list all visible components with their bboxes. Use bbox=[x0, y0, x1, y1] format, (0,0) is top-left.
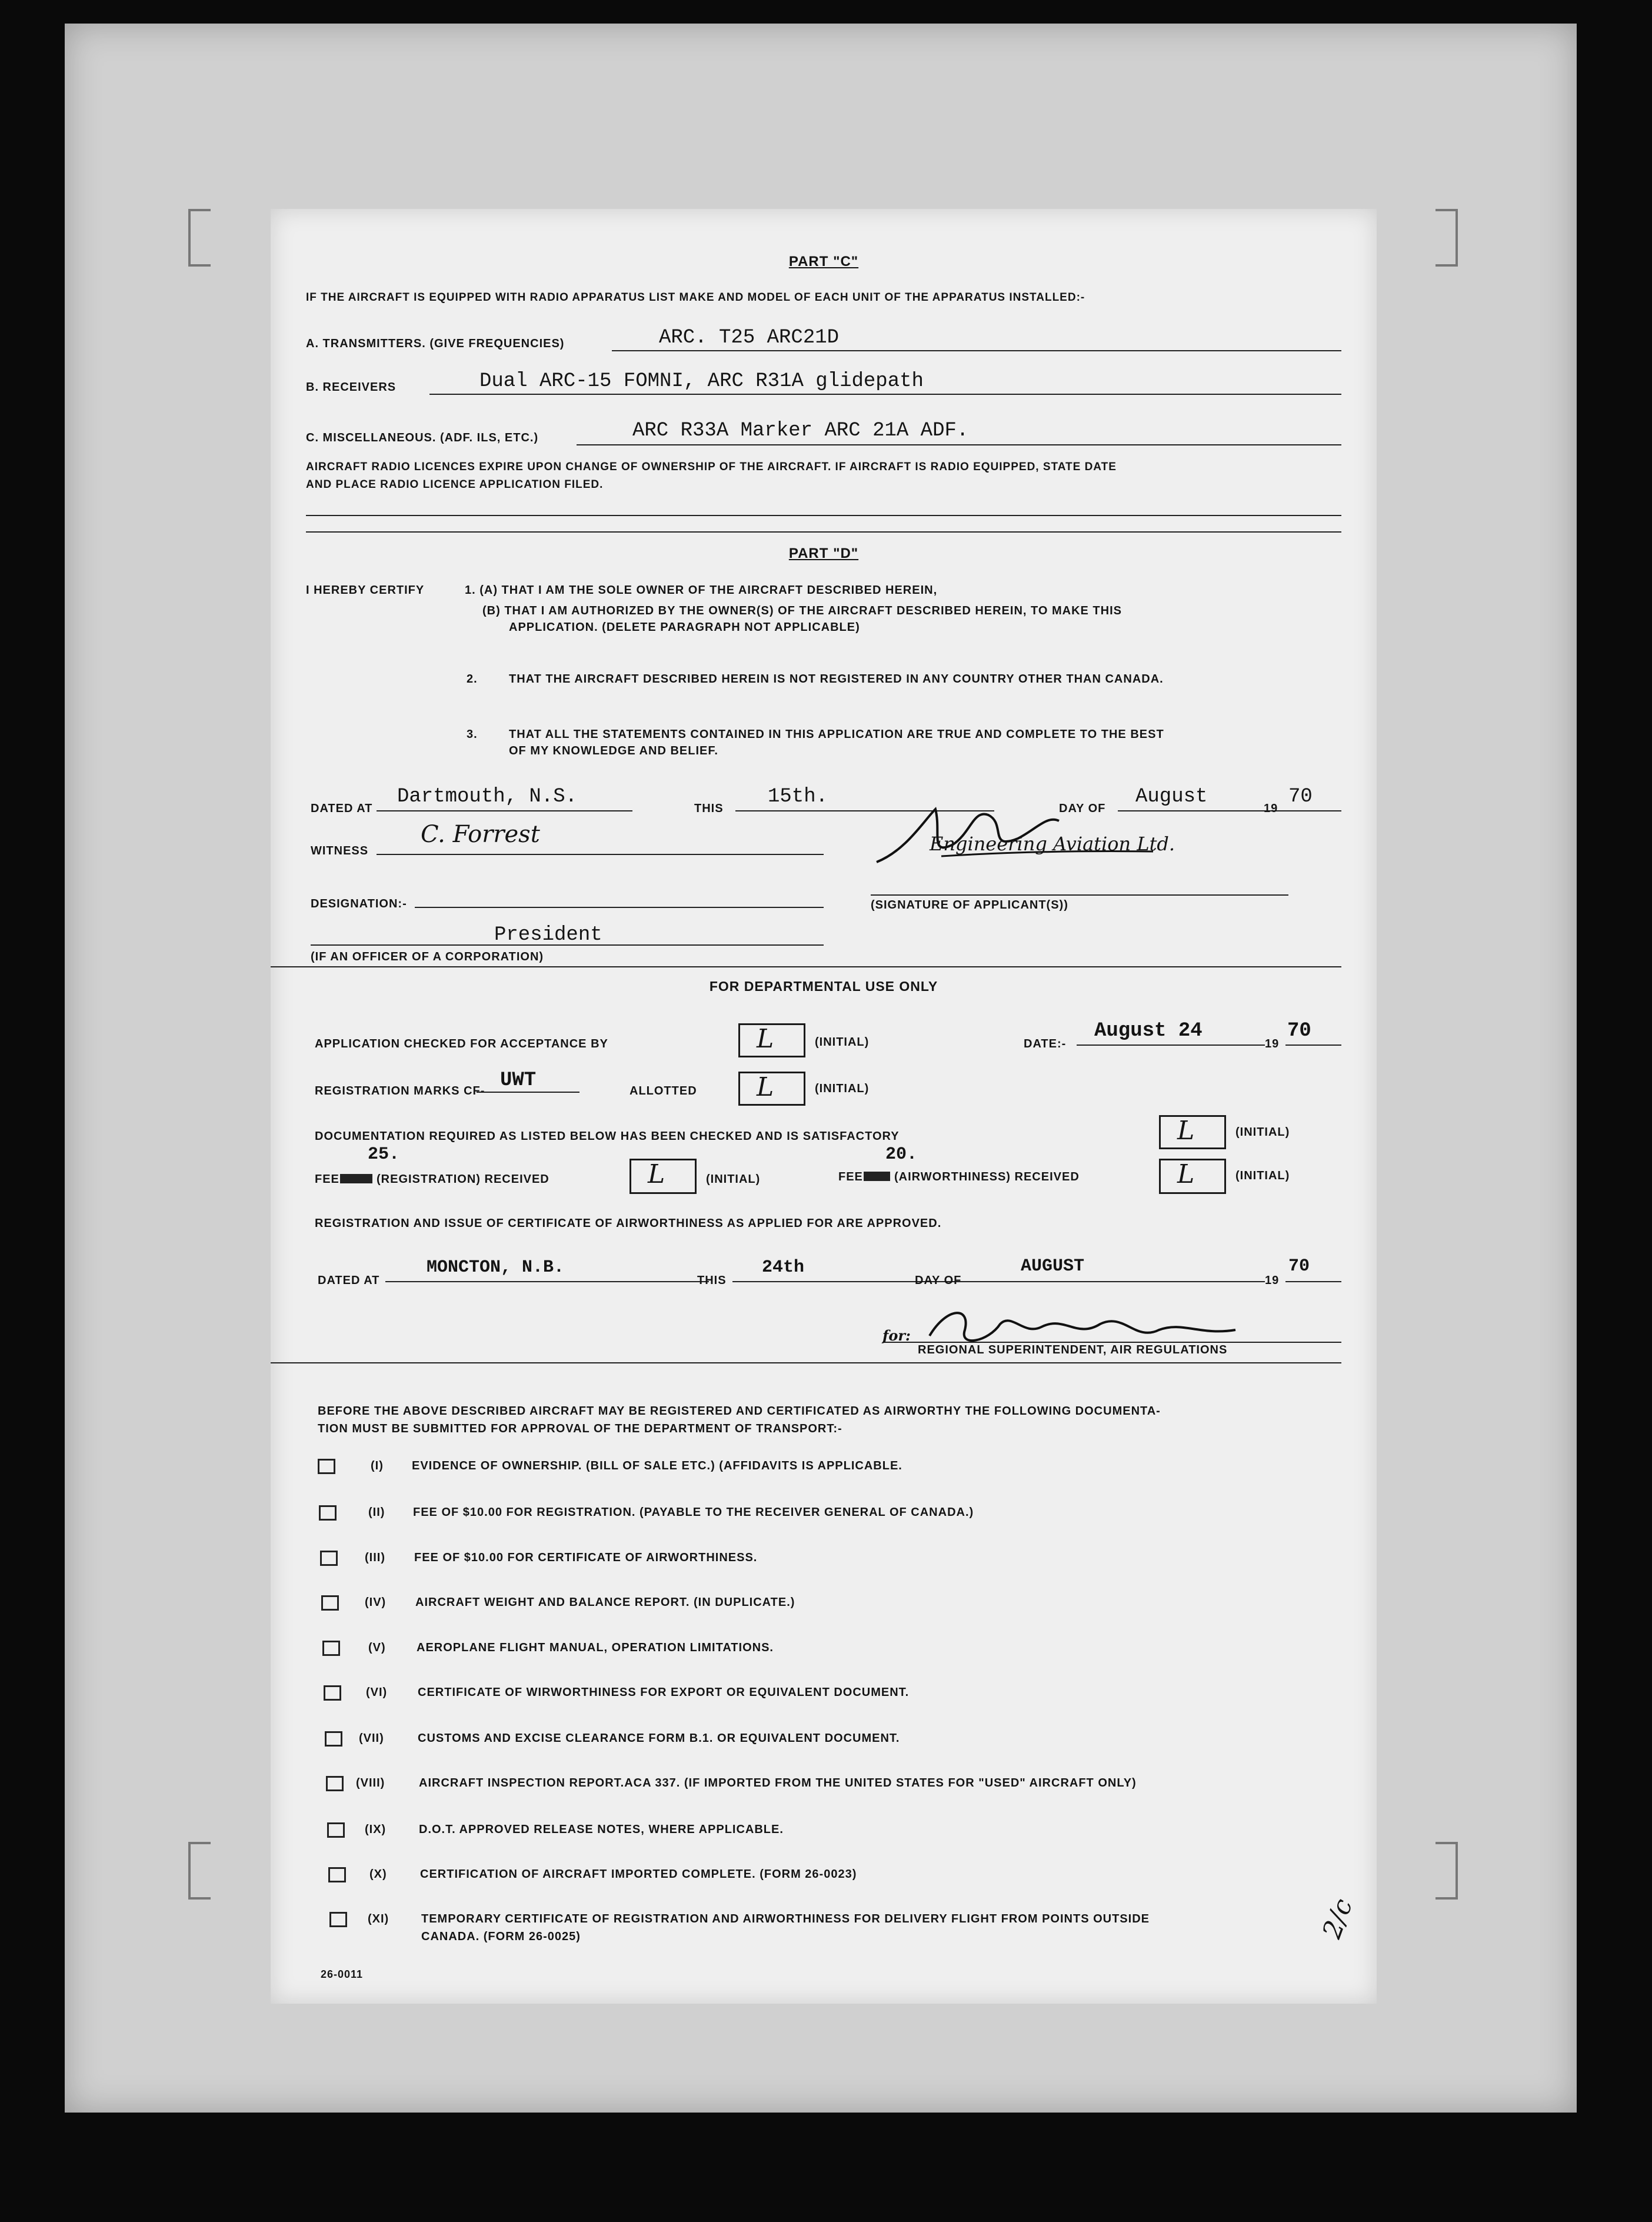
receivers-value: Dual ARC-15 FOMNI, ARC R31A glidepath bbox=[479, 370, 924, 392]
requirement-text: TEMPORARY CERTIFICATE OF REGISTRATION AND AIRWORTHINESS FOR DELIVERY FLIGHT FROM POINTS OUTSIDE bbox=[421, 1912, 1150, 1925]
allotted-initial: L bbox=[757, 1072, 774, 1102]
requirement-checkbox[interactable] bbox=[329, 1912, 347, 1927]
designation-line bbox=[415, 907, 824, 908]
dated-at-value: Dartmouth, N.S. bbox=[397, 786, 578, 808]
requirements-intro-1: BEFORE THE ABOVE DESCRIBED AIRCRAFT MAY BE REGISTERED AND CERTIFICATED AS AIRWORTHY THE FOLLOWING DOCUMENTA- bbox=[318, 1405, 1161, 1418]
certify-item-3-line1: THAT ALL THE STATEMENTS CONTAINED IN THIS APPLICATION ARE TRUE AND COMPLETE TO THE BEST bbox=[509, 728, 1164, 741]
requirement-checkbox[interactable] bbox=[318, 1459, 335, 1474]
dept-dated-at-value: MONCTON, N.B. bbox=[427, 1258, 565, 1278]
superintendent-line bbox=[882, 1342, 1341, 1343]
requirement-text: AIRCRAFT WEIGHT AND BALANCE REPORT. (IN DUPLICATE.) bbox=[415, 1596, 795, 1609]
year-value: 70 bbox=[1288, 786, 1313, 808]
fee-airworthiness-initial-box bbox=[1159, 1159, 1226, 1194]
fee-registration-amount: 25. bbox=[368, 1145, 400, 1165]
requirement-text: FEE OF $10.00 FOR CERTIFICATE OF AIRWORTHINESS. bbox=[414, 1551, 758, 1564]
date-year-line bbox=[1285, 1045, 1341, 1046]
part-c-intro: IF THE AIRCRAFT IS EQUIPPED WITH RADIO APPARATUS LIST MAKE AND MODEL OF EACH UNIT OF THE APPARATUS INSTALLED:- bbox=[306, 291, 1085, 304]
part-d-heading: PART "D" bbox=[788, 545, 859, 561]
receivers-label: B. RECEIVERS bbox=[306, 381, 397, 394]
requirement-text: CERTIFICATE OF WIRWORTHINESS FOR EXPORT OR EQUIVALENT DOCUMENT. bbox=[418, 1686, 910, 1699]
fee-airworthiness-label: (AIRWORTHINESS) RECEIVED bbox=[894, 1170, 1080, 1183]
requirement-number: (VI) bbox=[366, 1686, 388, 1699]
requirement-text: D.O.T. APPROVED RELEASE NOTES, WHERE APPLICABLE. bbox=[419, 1823, 784, 1836]
fee-registration-label-prefix: FEE bbox=[315, 1173, 339, 1186]
requirement-text: EVIDENCE OF OWNERSHIP. (BILL OF SALE ETC.) (AFFIDAVITS IS APPLICABLE. bbox=[412, 1459, 902, 1472]
dept-this-value: 24th bbox=[762, 1258, 805, 1278]
fee-registration-strikeout bbox=[340, 1174, 372, 1183]
crop-mark bbox=[188, 1842, 211, 1900]
documentation-initial-box bbox=[1159, 1115, 1226, 1149]
misc-value: ARC R33A Marker ARC 21A ADF. bbox=[632, 420, 969, 442]
margin-note: 2/c bbox=[1317, 1895, 1359, 1942]
requirement-number: (XI) bbox=[368, 1912, 389, 1925]
day-of-label: DAY OF bbox=[1059, 802, 1106, 815]
crop-mark bbox=[1435, 1842, 1458, 1900]
year-prefix: 19 bbox=[1264, 802, 1278, 815]
reg-marks-value: UWT bbox=[500, 1069, 537, 1092]
requirement-number: (X) bbox=[369, 1868, 387, 1881]
requirement-text: CERTIFICATION OF AIRCRAFT IMPORTED COMPLETE. (FORM 26-0023) bbox=[420, 1868, 857, 1881]
misc-label: C. MISCELLANEOUS. (ADF. ILS, ETC.) bbox=[306, 431, 539, 444]
requirement-text: AEROPLANE FLIGHT MANUAL, OPERATION LIMITATIONS. bbox=[417, 1641, 774, 1654]
crop-mark bbox=[1435, 209, 1458, 267]
requirement-checkbox[interactable] bbox=[325, 1731, 342, 1747]
form-number: 26-0011 bbox=[321, 1968, 364, 1980]
misc-line bbox=[577, 444, 1341, 445]
crop-mark bbox=[188, 209, 211, 267]
dept-dated-at-label: DATED AT bbox=[318, 1274, 380, 1287]
date-line bbox=[1077, 1045, 1265, 1046]
dept-this-line bbox=[732, 1281, 1003, 1282]
fee-airworthiness-strikeout bbox=[864, 1172, 890, 1181]
fee-airworthiness-initial-label: (INITIAL) bbox=[1235, 1169, 1290, 1182]
requirements-intro-2: TION MUST BE SUBMITTED FOR APPROVAL OF THE DEPARTMENT OF TRANSPORT:- bbox=[318, 1422, 842, 1435]
fee-registration-label: (REGISTRATION) RECEIVED bbox=[377, 1173, 549, 1186]
fee-airworthiness-amount: 20. bbox=[885, 1145, 918, 1165]
approved-label: REGISTRATION AND ISSUE OF CERTIFICATE OF AIRWORTHINESS AS APPLIED FOR ARE APPROVED. bbox=[315, 1217, 942, 1230]
requirement-checkbox[interactable] bbox=[320, 1551, 338, 1566]
requirement-checkbox[interactable] bbox=[326, 1776, 344, 1791]
certify-item-2-number: 2. bbox=[467, 673, 478, 686]
checked-initial-box bbox=[738, 1023, 805, 1057]
transmitters-value: ARC. T25 ARC21D bbox=[659, 327, 840, 349]
certify-item-2: THAT THE AIRCRAFT DESCRIBED HEREIN IS NOT REGISTERED IN ANY COUNTRY OTHER THAN CANADA. bbox=[509, 673, 1164, 686]
applicant-company: Engineering Aviation Ltd. bbox=[930, 833, 1175, 855]
date-year-prefix: 19 bbox=[1265, 1037, 1280, 1050]
dept-year-prefix: 19 bbox=[1265, 1274, 1280, 1287]
designation-label: DESIGNATION:- bbox=[311, 897, 407, 910]
fee-registration-initial-label: (INITIAL) bbox=[706, 1173, 761, 1186]
dept-this-label: THIS bbox=[697, 1274, 727, 1287]
licence-line-1 bbox=[306, 515, 1341, 516]
checked-label: APPLICATION CHECKED FOR ACCEPTANCE BY bbox=[315, 1037, 608, 1050]
certify-item-1b-line1: (B) THAT I AM AUTHORIZED BY THE OWNER(S) OF THE AIRCRAFT DESCRIBED HEREIN, TO MAKE THIS bbox=[482, 604, 1122, 617]
requirement-number: (VIII) bbox=[356, 1777, 385, 1789]
signature-line bbox=[871, 894, 1288, 896]
year-line bbox=[1285, 810, 1341, 811]
witness-value: C. Forrest bbox=[421, 821, 540, 848]
reg-marks-label: REGISTRATION MARKS CF- bbox=[315, 1085, 485, 1097]
certify-item-3-line2: OF MY KNOWLEDGE AND BELIEF. bbox=[509, 744, 718, 757]
form-page bbox=[271, 209, 1377, 2004]
requirement-number: (I) bbox=[371, 1459, 384, 1472]
dept-day-of-value: AUGUST bbox=[1021, 1256, 1085, 1276]
requirement-checkbox[interactable] bbox=[327, 1822, 345, 1838]
requirement-text-continued: CANADA. (FORM 26-0025) bbox=[421, 1930, 581, 1943]
checked-initial-label: (INITIAL) bbox=[815, 1036, 870, 1049]
documentation-label: DOCUMENTATION REQUIRED AS LISTED BELOW HAS BEEN CHECKED AND IS SATISFACTORY bbox=[315, 1130, 900, 1143]
licence-line-2 bbox=[306, 531, 1341, 533]
section-divider-2 bbox=[271, 1362, 1341, 1363]
requirement-checkbox[interactable] bbox=[321, 1595, 339, 1611]
designation-value: President bbox=[494, 924, 602, 946]
witness-line bbox=[377, 854, 824, 855]
this-label: THIS bbox=[694, 802, 724, 815]
officer-note: (IF AN OFFICER OF A CORPORATION) bbox=[311, 950, 544, 963]
designation-line-2 bbox=[311, 944, 824, 946]
requirement-checkbox[interactable] bbox=[322, 1641, 340, 1656]
requirement-number: (III) bbox=[365, 1551, 385, 1564]
dated-at-label: DATED AT bbox=[311, 802, 373, 815]
certify-item-3-number: 3. bbox=[467, 728, 478, 741]
fee-registration-initial: L bbox=[648, 1159, 665, 1189]
dept-day-of-label: DAY OF bbox=[915, 1274, 962, 1287]
certify-item-1a: 1. (A) THAT I AM THE SOLE OWNER OF THE AIRCRAFT DESCRIBED HEREIN, bbox=[465, 584, 938, 597]
requirement-text: CUSTOMS AND EXCISE CLEARANCE FORM B.1. OR EQUIVALENT DOCUMENT. bbox=[418, 1732, 900, 1745]
requirement-checkbox[interactable] bbox=[324, 1685, 341, 1701]
date-value: August 24 bbox=[1094, 1020, 1203, 1042]
departmental-heading: FOR DEPARTMENTAL USE ONLY bbox=[709, 979, 938, 994]
documentation-initial-label: (INITIAL) bbox=[1235, 1126, 1290, 1139]
receivers-line bbox=[429, 394, 1341, 395]
dept-day-of-line bbox=[977, 1281, 1265, 1282]
requirement-checkbox[interactable] bbox=[319, 1505, 337, 1521]
checked-initial: L bbox=[757, 1024, 774, 1054]
requirement-number: (II) bbox=[368, 1506, 385, 1519]
certify-label: I HEREBY CERTIFY bbox=[306, 584, 425, 597]
signature-label: (SIGNATURE OF APPLICANT(S)) bbox=[871, 899, 1068, 912]
witness-label: WITNESS bbox=[311, 844, 369, 857]
licence-note-2: AND PLACE RADIO LICENCE APPLICATION FILED. bbox=[306, 478, 604, 491]
requirement-number: (V) bbox=[368, 1641, 386, 1654]
transmitters-label: A. TRANSMITTERS. (GIVE FREQUENCIES) bbox=[306, 337, 565, 350]
fee-airworthiness-initial: L bbox=[1177, 1159, 1195, 1189]
requirement-number: (VII) bbox=[359, 1732, 384, 1745]
part-c-heading: PART "C" bbox=[788, 254, 859, 270]
licence-note-1: AIRCRAFT RADIO LICENCES EXPIRE UPON CHANGE OF OWNERSHIP OF THE AIRCRAFT. IF AIRCRAFT IS RADIO EQUIPPED, STATE DATE bbox=[306, 461, 1117, 473]
this-value: 15th. bbox=[768, 786, 828, 808]
dept-dated-at-line bbox=[385, 1281, 709, 1282]
allotted-initial-box bbox=[738, 1072, 805, 1106]
day-of-value: August bbox=[1135, 786, 1208, 808]
date-year: 70 bbox=[1287, 1020, 1311, 1042]
allotted-initial-label: (INITIAL) bbox=[815, 1082, 870, 1095]
superintendent-label: REGIONAL SUPERINTENDENT, AIR REGULATIONS bbox=[918, 1343, 1228, 1356]
fee-airworthiness-label-prefix: FEE bbox=[838, 1170, 863, 1183]
section-divider bbox=[271, 966, 1341, 967]
dept-year-line bbox=[1285, 1281, 1341, 1282]
fee-registration-initial-box bbox=[630, 1159, 697, 1194]
certify-item-1b-line2: APPLICATION. (DELETE PARAGRAPH NOT APPLICABLE) bbox=[509, 621, 860, 634]
allotted-label: ALLOTTED bbox=[630, 1085, 697, 1097]
requirement-checkbox[interactable] bbox=[328, 1867, 346, 1882]
dated-at-line bbox=[377, 810, 632, 811]
for-label: for: bbox=[882, 1327, 911, 1344]
requirement-text: AIRCRAFT INSPECTION REPORT.ACA 337. (IF IMPORTED FROM THE UNITED STATES FOR "USED" AIRCRAFT ONLY) bbox=[419, 1777, 1137, 1789]
requirement-text: FEE OF $10.00 FOR REGISTRATION. (PAYABLE TO THE RECEIVER GENERAL OF CANADA.) bbox=[413, 1506, 974, 1519]
requirement-number: (IV) bbox=[365, 1596, 387, 1609]
transmitters-line bbox=[612, 350, 1341, 351]
documentation-initial: L bbox=[1177, 1116, 1195, 1146]
date-label: DATE:- bbox=[1024, 1037, 1067, 1050]
requirement-number: (IX) bbox=[365, 1823, 387, 1836]
dept-year-value: 70 bbox=[1288, 1256, 1310, 1276]
reg-marks-line bbox=[477, 1092, 579, 1093]
